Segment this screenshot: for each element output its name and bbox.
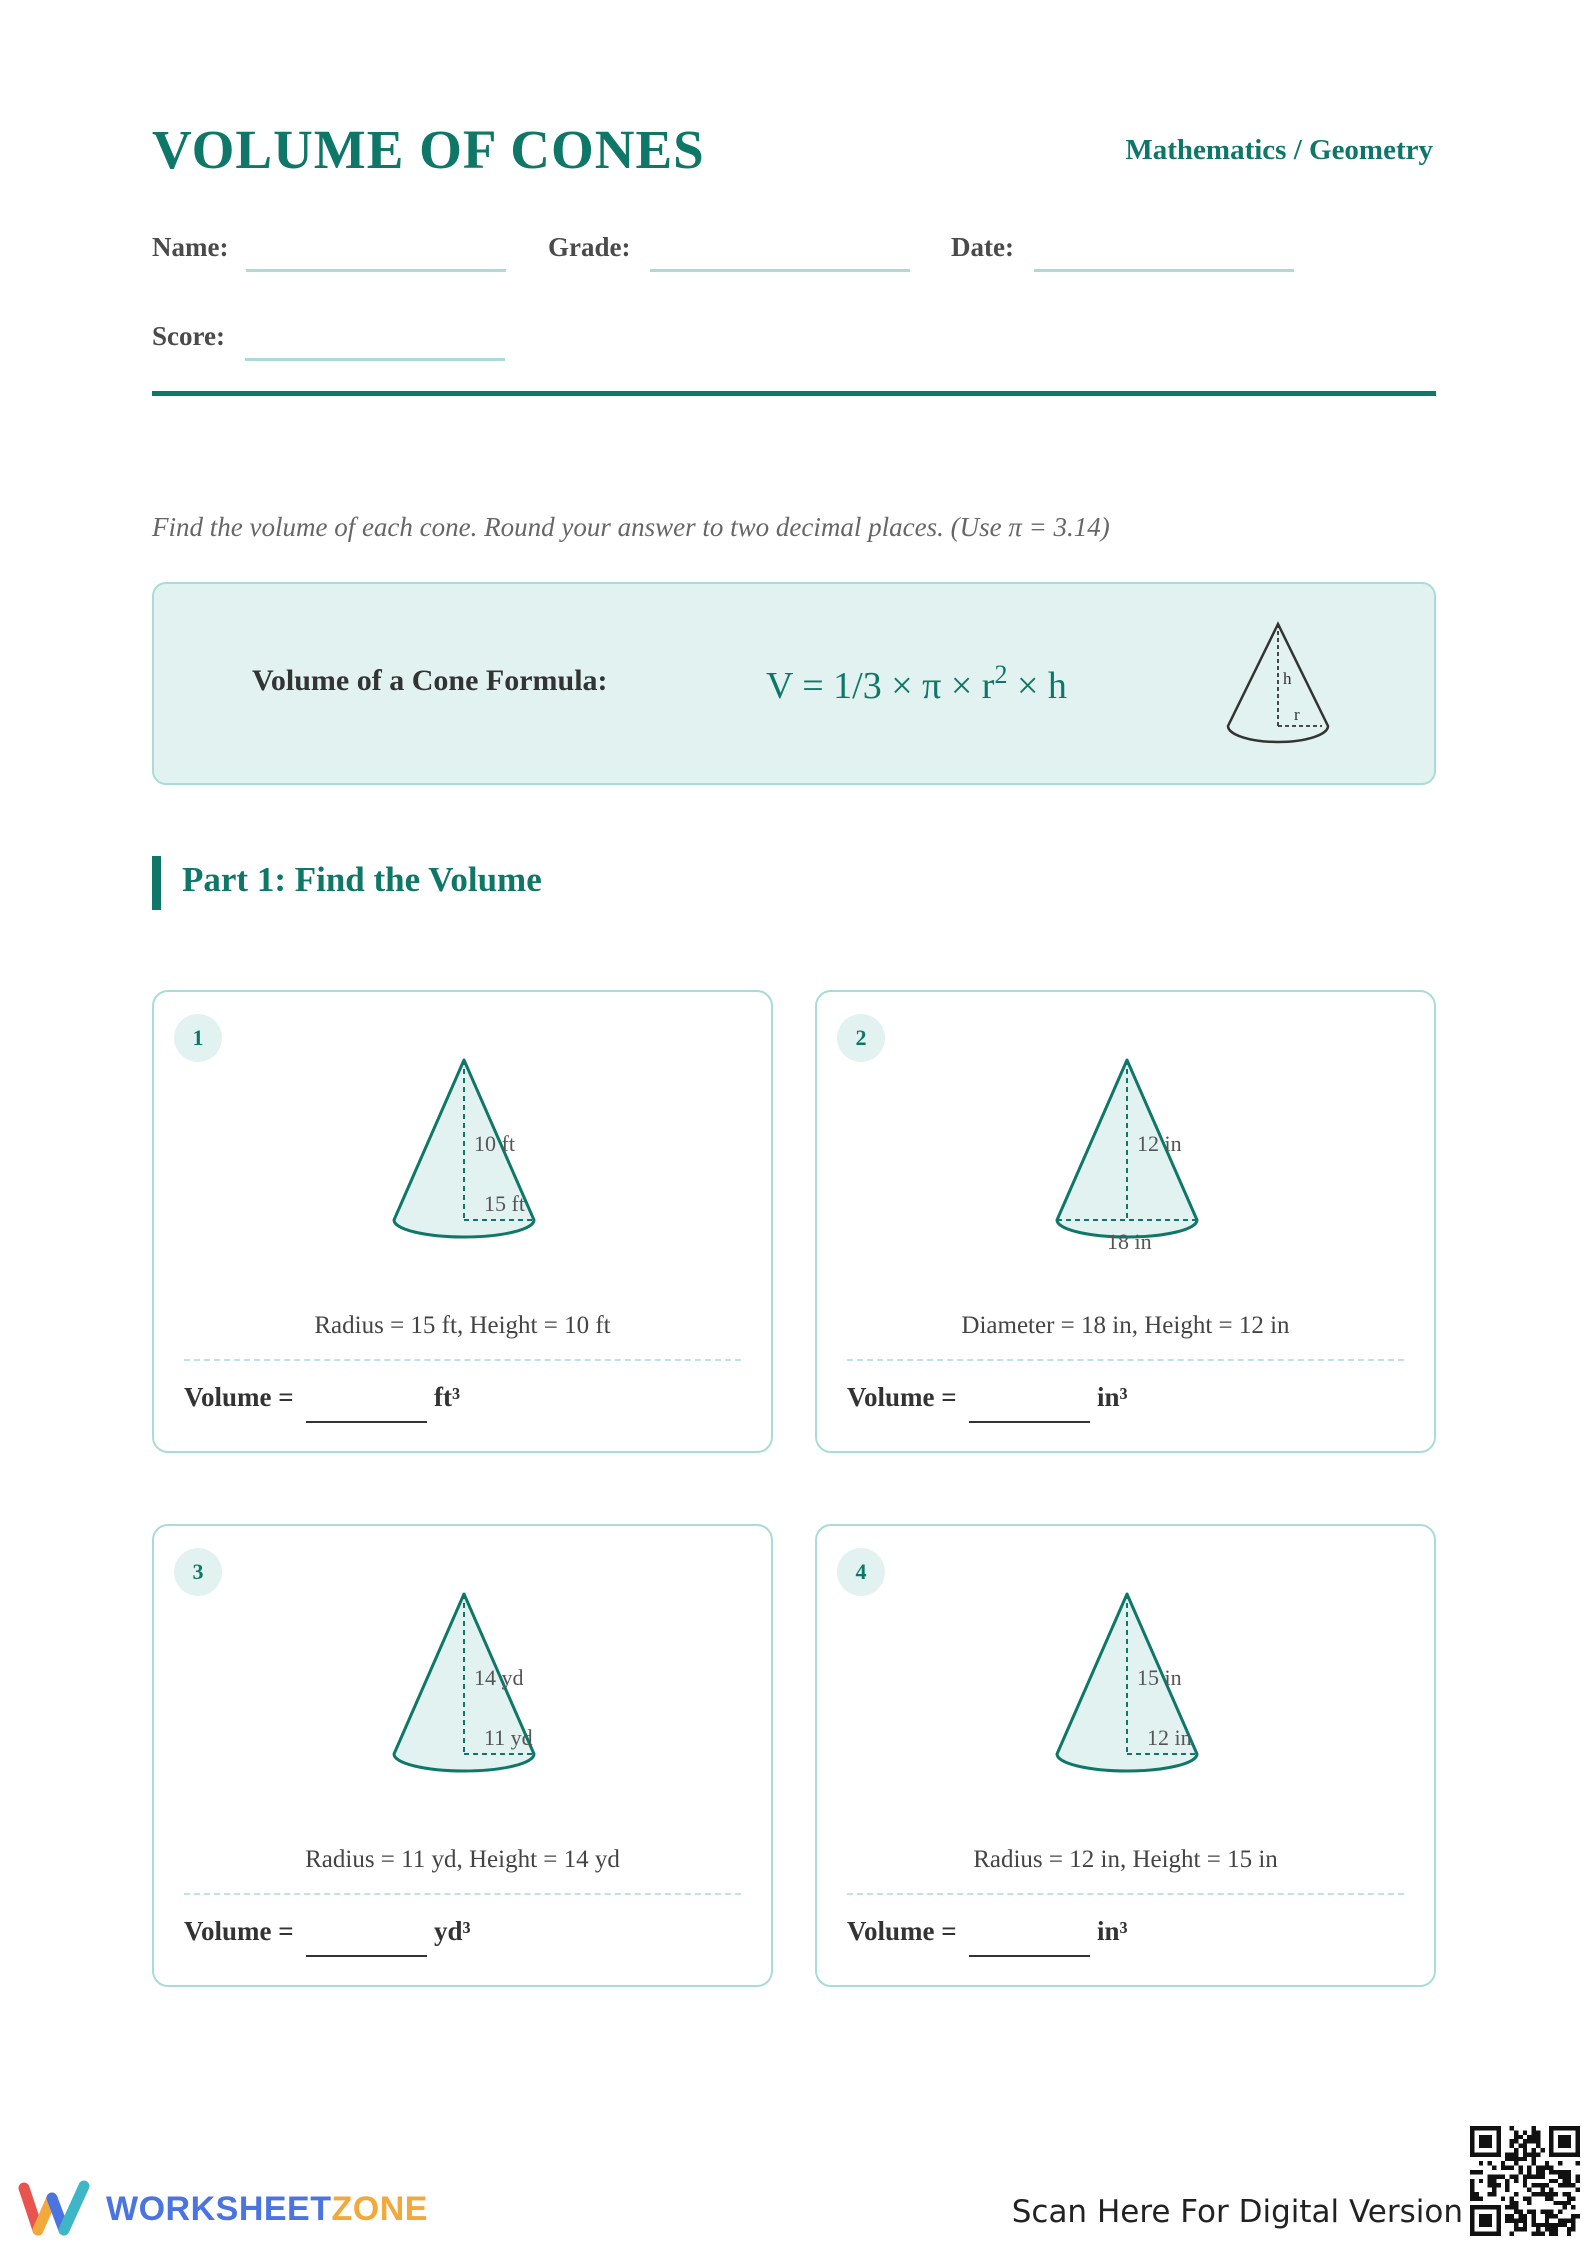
radius-label: 11 yd bbox=[484, 1725, 533, 1750]
problem-number-badge: 4 bbox=[837, 1548, 885, 1596]
formula-label: Volume of a Cone Formula: bbox=[252, 664, 608, 697]
header-divider bbox=[152, 391, 1436, 396]
brand-name bbox=[106, 2190, 428, 2229]
cone-figure-1 bbox=[154, 992, 775, 1312]
worksheet-title: VOLUME OF CONES bbox=[152, 119, 705, 180]
qr-code-icon[interactable] bbox=[1470, 2126, 1580, 2236]
formula-prefix: V = 1/3 × π × r bbox=[766, 665, 995, 707]
problem-givens: Diameter = 18 in, Height = 12 in bbox=[961, 1312, 1290, 1339]
formula-expression bbox=[766, 660, 1067, 708]
name-label: Name: bbox=[152, 232, 229, 262]
formula-suffix: × h bbox=[1007, 665, 1067, 707]
scan-text: Scan Here For Digital Version bbox=[1011, 2194, 1463, 2230]
grade-field[interactable] bbox=[650, 269, 910, 272]
cone-figure-3 bbox=[154, 1526, 775, 1846]
problem-givens: Radius = 11 yd, Height = 14 yd bbox=[305, 1846, 620, 1873]
radius-label: 12 in bbox=[1147, 1725, 1192, 1750]
card-divider bbox=[184, 1359, 741, 1361]
diagram-h-label: h bbox=[1283, 669, 1292, 688]
problem-number-badge: 2 bbox=[837, 1014, 885, 1062]
volume-unit: yd³ bbox=[434, 1916, 471, 1946]
answer-blank-3[interactable] bbox=[306, 1955, 427, 1957]
diameter-label: 18 in bbox=[1107, 1229, 1152, 1254]
formula-box bbox=[152, 582, 1436, 785]
volume-unit: in³ bbox=[1097, 1382, 1128, 1412]
cone-diagram-icon bbox=[1220, 620, 1340, 760]
height-label: 12 in bbox=[1137, 1131, 1182, 1156]
problem-card-4 bbox=[815, 1524, 1436, 1987]
height-label: 14 yd bbox=[474, 1665, 524, 1690]
height-label: 10 ft bbox=[474, 1131, 515, 1156]
brand-part-1: WORKSHEET bbox=[106, 2190, 332, 2228]
radius-label: 15 ft bbox=[484, 1191, 525, 1216]
subject-label: Mathematics / Geometry bbox=[1125, 134, 1433, 166]
answer-blank-2[interactable] bbox=[969, 1421, 1090, 1423]
score-field[interactable] bbox=[245, 358, 505, 361]
brand-part-2: ZONE bbox=[331, 2190, 428, 2228]
problem-card-1 bbox=[152, 990, 773, 1453]
problem-card-3 bbox=[152, 1524, 773, 1987]
card-divider bbox=[847, 1359, 1404, 1361]
answer-blank-1[interactable] bbox=[306, 1421, 427, 1423]
problem-givens: Radius = 15 ft, Height = 10 ft bbox=[314, 1312, 611, 1339]
answer-blank-4[interactable] bbox=[969, 1955, 1090, 1957]
volume-unit: ft³ bbox=[434, 1382, 461, 1412]
problem-number-badge: 3 bbox=[174, 1548, 222, 1596]
volume-unit: in³ bbox=[1097, 1916, 1128, 1946]
section-title: Part 1: Find the Volume bbox=[182, 860, 542, 899]
volume-label: Volume = bbox=[184, 1916, 294, 1946]
diagram-r-label: r bbox=[1294, 705, 1300, 724]
volume-label: Volume = bbox=[847, 1916, 957, 1946]
worksheetzone-logo-icon bbox=[18, 2180, 98, 2236]
instructions: Find the volume of each cone. Round your answer to two decimal places. (Use π = 3.14) bbox=[152, 512, 1110, 542]
score-label: Score: bbox=[152, 321, 225, 351]
name-field[interactable] bbox=[246, 269, 506, 272]
date-field[interactable] bbox=[1034, 269, 1294, 272]
cone-figure-2 bbox=[817, 992, 1438, 1312]
card-divider bbox=[184, 1893, 741, 1895]
height-label: 15 in bbox=[1137, 1665, 1182, 1690]
grade-label: Grade: bbox=[548, 232, 631, 262]
problem-card-2 bbox=[815, 990, 1436, 1453]
formula-exponent: 2 bbox=[994, 660, 1008, 689]
volume-label: Volume = bbox=[184, 1382, 294, 1412]
card-divider bbox=[847, 1893, 1404, 1895]
problem-number-badge: 1 bbox=[174, 1014, 222, 1062]
section-accent-bar bbox=[152, 856, 161, 910]
cone-figure-4 bbox=[817, 1526, 1438, 1846]
date-label: Date: bbox=[951, 232, 1014, 262]
problem-givens: Radius = 12 in, Height = 15 in bbox=[973, 1846, 1278, 1873]
volume-label: Volume = bbox=[847, 1382, 957, 1412]
